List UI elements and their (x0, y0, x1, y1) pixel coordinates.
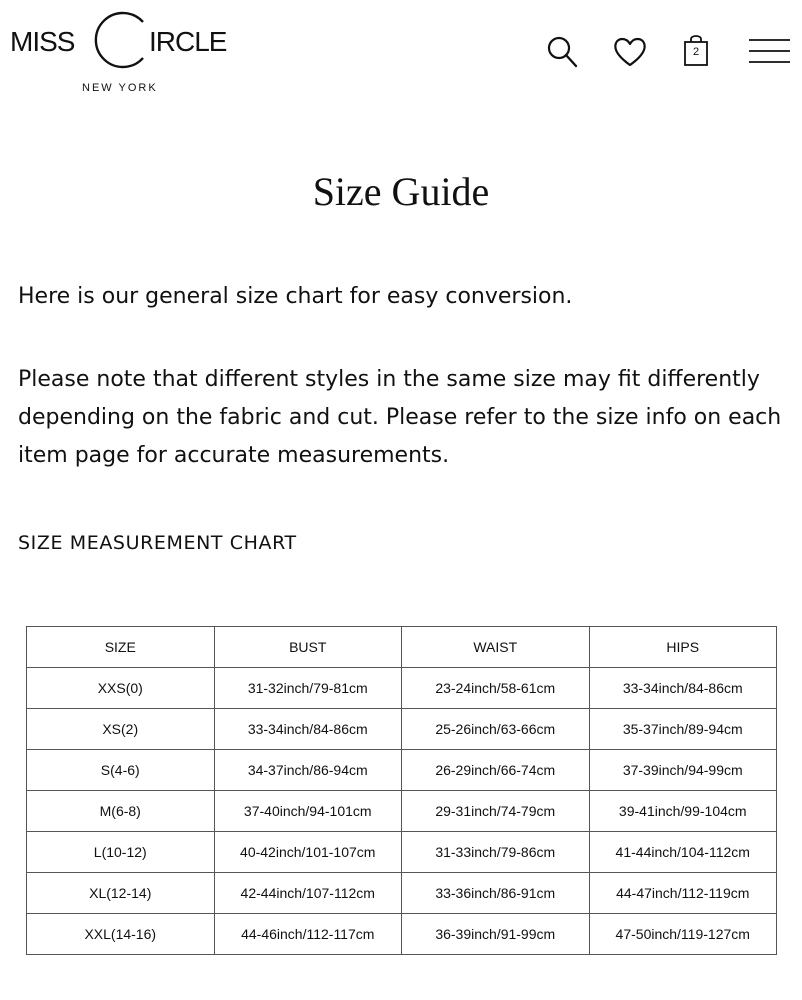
hips-cell: 41-44inch/104-112cm (589, 832, 777, 873)
hips-cell: 33-34inch/84-86cm (589, 668, 777, 709)
table-row (27, 709, 777, 750)
table-row (27, 832, 777, 873)
header-icons (502, 30, 802, 76)
bust-cell: 44-46inch/112-117cm (214, 914, 402, 955)
size-cell: XS(2) (27, 709, 215, 750)
size-cell: XL(12-14) (27, 873, 215, 914)
column-header-bust: BUST (214, 627, 402, 668)
size-chart-table (26, 626, 777, 955)
waist-cell: 23-24inch/58-61cm (402, 668, 590, 709)
size-cell: XXL(14-16) (27, 914, 215, 955)
waist-cell: 31-33inch/79-86cm (402, 832, 590, 873)
fit-note-text: Please note that different styles in the same size may fit differently depending on the fabric and cut. Please refer to the size info on each item page for accurate measurements. (18, 367, 782, 468)
heart-icon (608, 30, 652, 74)
brand-logo[interactable] (10, 8, 250, 98)
search-button[interactable] (540, 30, 584, 74)
waist-cell: 33-36inch/86-91cm (402, 873, 590, 914)
waist-cell: 36-39inch/91-99cm (402, 914, 590, 955)
site-header (0, 0, 802, 110)
bust-cell: 33-34inch/84-86cm (214, 709, 402, 750)
table-header-row (27, 627, 777, 668)
table-row (27, 750, 777, 791)
page-title: Size Guide (312, 169, 490, 214)
cart-count-badge: 2 (692, 46, 700, 58)
intro-text: Here is our general size chart for easy conversion. (18, 284, 573, 309)
size-cell: M(6-8) (27, 791, 215, 832)
logo-text-right: IRCLE (149, 26, 227, 57)
size-cell: L(10-12) (27, 832, 215, 873)
hips-cell: 44-47inch/112-119cm (589, 873, 777, 914)
bust-cell: 31-32inch/79-81cm (214, 668, 402, 709)
wishlist-button[interactable] (608, 30, 652, 74)
bust-cell: 42-44inch/107-112cm (214, 873, 402, 914)
column-header-size: SIZE (27, 627, 215, 668)
cart-button[interactable] (674, 30, 718, 74)
chart-heading: SIZE MEASUREMENT CHART (18, 532, 297, 554)
bust-cell: 34-37inch/86-94cm (214, 750, 402, 791)
hips-cell: 47-50inch/119-127cm (589, 914, 777, 955)
hips-cell: 35-37inch/89-94cm (589, 709, 777, 750)
hips-cell: 39-41inch/99-104cm (589, 791, 777, 832)
size-cell: S(4-6) (27, 750, 215, 791)
bust-cell: 37-40inch/94-101cm (214, 791, 402, 832)
table-row (27, 668, 777, 709)
size-cell: XXS(0) (27, 668, 215, 709)
menu-icon (746, 30, 790, 74)
search-icon (540, 30, 584, 74)
logo-circle-icon (93, 8, 151, 72)
table-row (27, 914, 777, 955)
menu-button[interactable] (746, 30, 790, 74)
column-header-hips: HIPS (589, 627, 777, 668)
waist-cell: 26-29inch/66-74cm (402, 750, 590, 791)
waist-cell: 25-26inch/63-66cm (402, 709, 590, 750)
column-header-waist: WAIST (402, 627, 590, 668)
table-row (27, 873, 777, 914)
table-row (27, 791, 777, 832)
bust-cell: 40-42inch/101-107cm (214, 832, 402, 873)
logo-text-left: MISS (10, 26, 75, 57)
logo-subtitle: NEW YORK (82, 82, 158, 94)
waist-cell: 29-31inch/74-79cm (402, 791, 590, 832)
hips-cell: 37-39inch/94-99cm (589, 750, 777, 791)
